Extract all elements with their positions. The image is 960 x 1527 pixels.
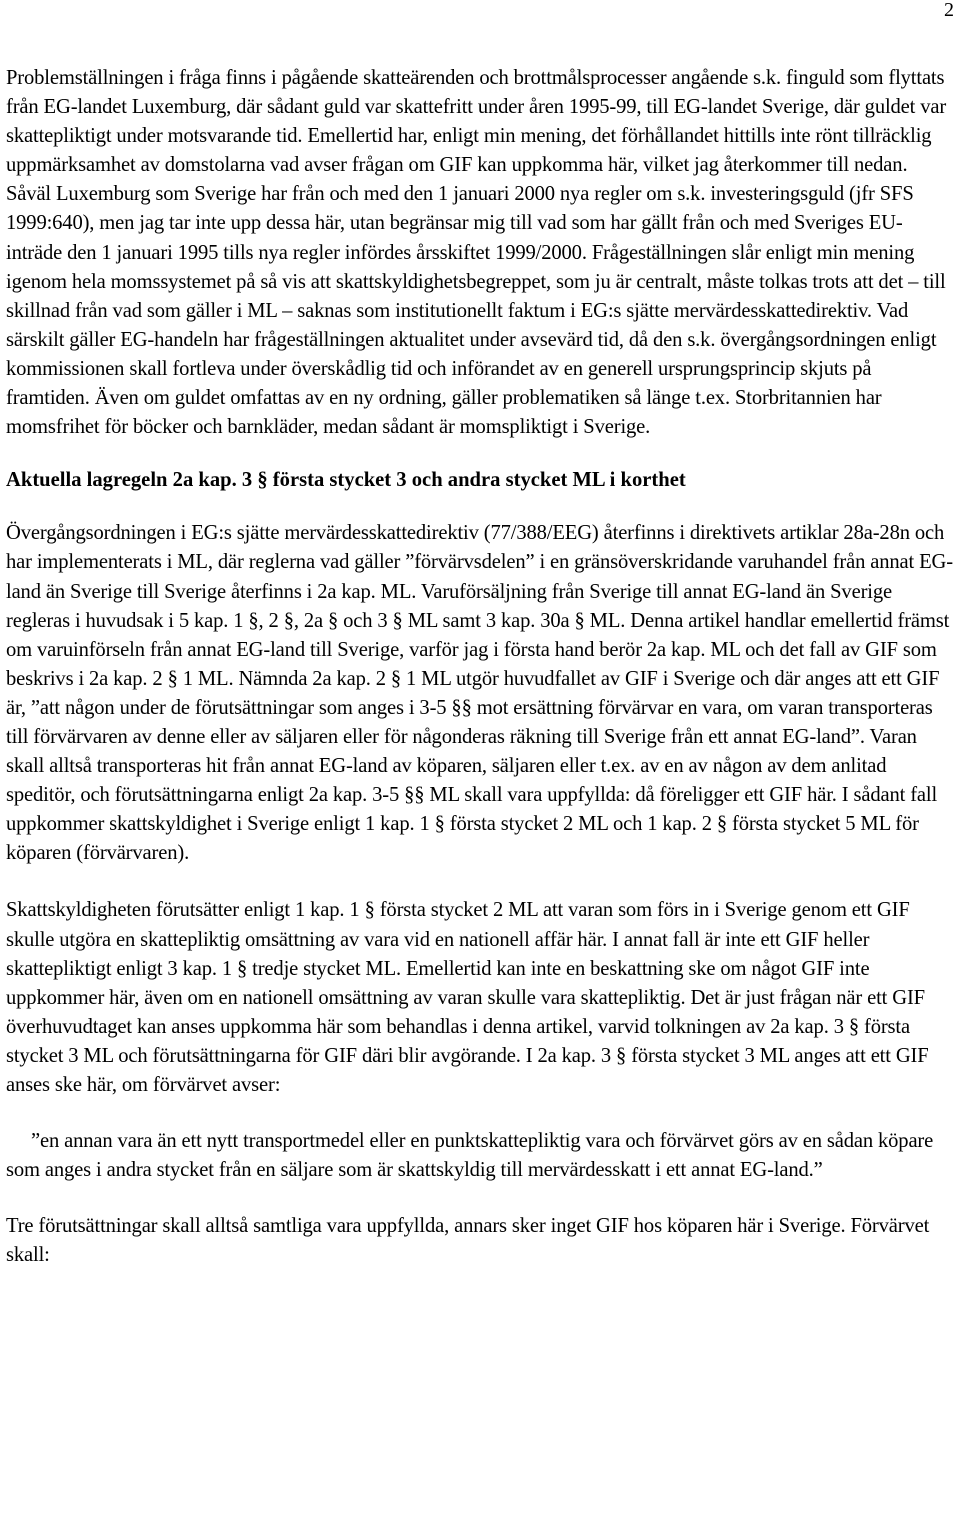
tax-liability-paragraph: Skattskyldigheten förutsätter enligt 1 kap. 1 § första stycket 2 ML att varan som förs in i Sverige genom ett GIF skulle utgöra en skattepliktig omsättning av vara vid en nationell affär här. I annat fall är inte ett GIF heller skattepliktigt enligt 3 kap. 1 § tredje stycket ML. Emellertid kan inte en beskattning ske om något GIF inte uppkommer här, även om en nationell omsättning av varan skulle vara skattepliktig. Det är just frågan när ett GIF överhuvudtaget kan anses uppkomma här som behandlas i denna artikel, varvid tolkningen av 2a kap. 3 § första stycket 3 ML och förutsättningarna för GIF däri blir avgörande. I 2a kap. 3 § första stycket 3 ML anges att ett GIF anses ske här, om förvärvet avser: bbox=[6, 899, 929, 1096]
intro-paragraph: Problemställningen i fråga finns i pågående skatteärenden och brottmålsprocesser angående s.k. finguld som flyttats från EG-landet Luxemburg, där sådant guld var skattefritt under åren 1995-99, till EG-landet Sverige, där guldet var skattepliktigt under motsvarande tid. Emellertid har, enligt min mening, det förhållandet hittills inte rönt tillräcklig uppmärksamhet av domstolarna vad avser frågan om GIF kan uppkomma här, vilket jag återkommer till nedan. Såväl Luxemburg som Sverige har från och med den 1 januari 2000 nya regler om s.k. investeringsguld (jfr SFS 1999:640), men jag tar inte upp dessa här, utan begränsar mig till vad som har gällt från och med Sveriges EU-inträde den 1 januari 1995 tills nya regler infördes årsskiftet 1999/2000. Frågeställningen slår enligt min mening igenom hela momssystemet på så vis att skattskyldighetsbegreppet, som ju är centralt, måste tolkas trots att det – till skillnad från vad som gäller i ML – saknas som institutionellt faktum i EG:s sjätte mervärdesskattedirektiv. Vad särskilt gäller EG-handeln har frågeställningen aktualitet under avsevärd tid, då den s.k. övergångsordningen enligt kommissionen skall fortleva under överskådlig tid och införandet av en generell ursprungsprincip skjuts på framtiden. Även om guldet omfattas av en ny ordning, gäller problematiken så länge t.ex. Storbritannien har momsfrihet för böcker och barnkläder, medan sådant är momspliktigt i Sverige. bbox=[6, 67, 947, 439]
page-number: 2 bbox=[944, 0, 954, 21]
section-heading: Aktuella lagregeln 2a kap. 3 § första stycket 3 och andra stycket ML i korthet bbox=[6, 469, 686, 492]
transition-rules-paragraph: Övergångsordningen i EG:s sjätte mervärdesskattedirektiv (77/388/EEG) återfinns i direktivets artiklar 28a-28n och har implementerats i ML, där reglerna vad gäller ”förvärvsdelen” i en gränsöverskridande varuhandel från annat EG-land än Sverige till Sverige återfinns i 2a kap. ML. Varuförsäljning från Sverige till annat EG-land än Sverige regleras i huvudsak i 5 kap. 1 §, 2 §, 2a § och 3 § ML samt 3 kap. 30a § ML. Denna artikel handlar emellertid främst om varuinförseln från annat EG-land till Sverige, varför jag i första hand berör 2a kap. ML och det fall av GIF som beskrivs i 2a kap. 2 § 1 ML. Nämnda 2a kap. 2 § 1 ML utgör huvudfallet av GIF i Sverige och där anges att ett GIF är, ”att någon under de förutsättningar som anges i 3-5 §§ mot ersättning förvärvar en vara, om varan transporteras till förvärvaren av denne eller av säljaren eller för någonderas räkning till Sverige från ett annat EG-land”. Varan skall alltså transporteras hit från annat EG-land av köparen, säljaren eller t.ex. av en av någon av dem anlitad speditör, och förutsättningarna enligt 2a kap. 3-5 §§ ML skall vara uppfyllda: då föreligger ett GIF här. I sådant fall uppkommer skattskyldighet i Sverige enligt 1 kap. 1 § första stycket 2 ML och 1 kap. 2 § första stycket 5 ML för köparen (förvärvaren). bbox=[6, 522, 953, 865]
law-quote-text: ”en annan vara än ett nytt transportmedel eller en punktskattepliktig vara och förvärvet görs av en sådan köpare som anges i andra stycket från en säljare som är skattskyldig till mervärdesskatt i ett annat EG-land.” bbox=[6, 1130, 934, 1182]
conditions-paragraph: Tre förutsättningar skall alltså samtliga vara uppfyllda, annars sker inget GIF hos köparen här i Sverige. Förvärvet skall: bbox=[6, 1215, 930, 1267]
document-body bbox=[6, 64, 956, 1270]
law-quote bbox=[6, 1127, 956, 1185]
